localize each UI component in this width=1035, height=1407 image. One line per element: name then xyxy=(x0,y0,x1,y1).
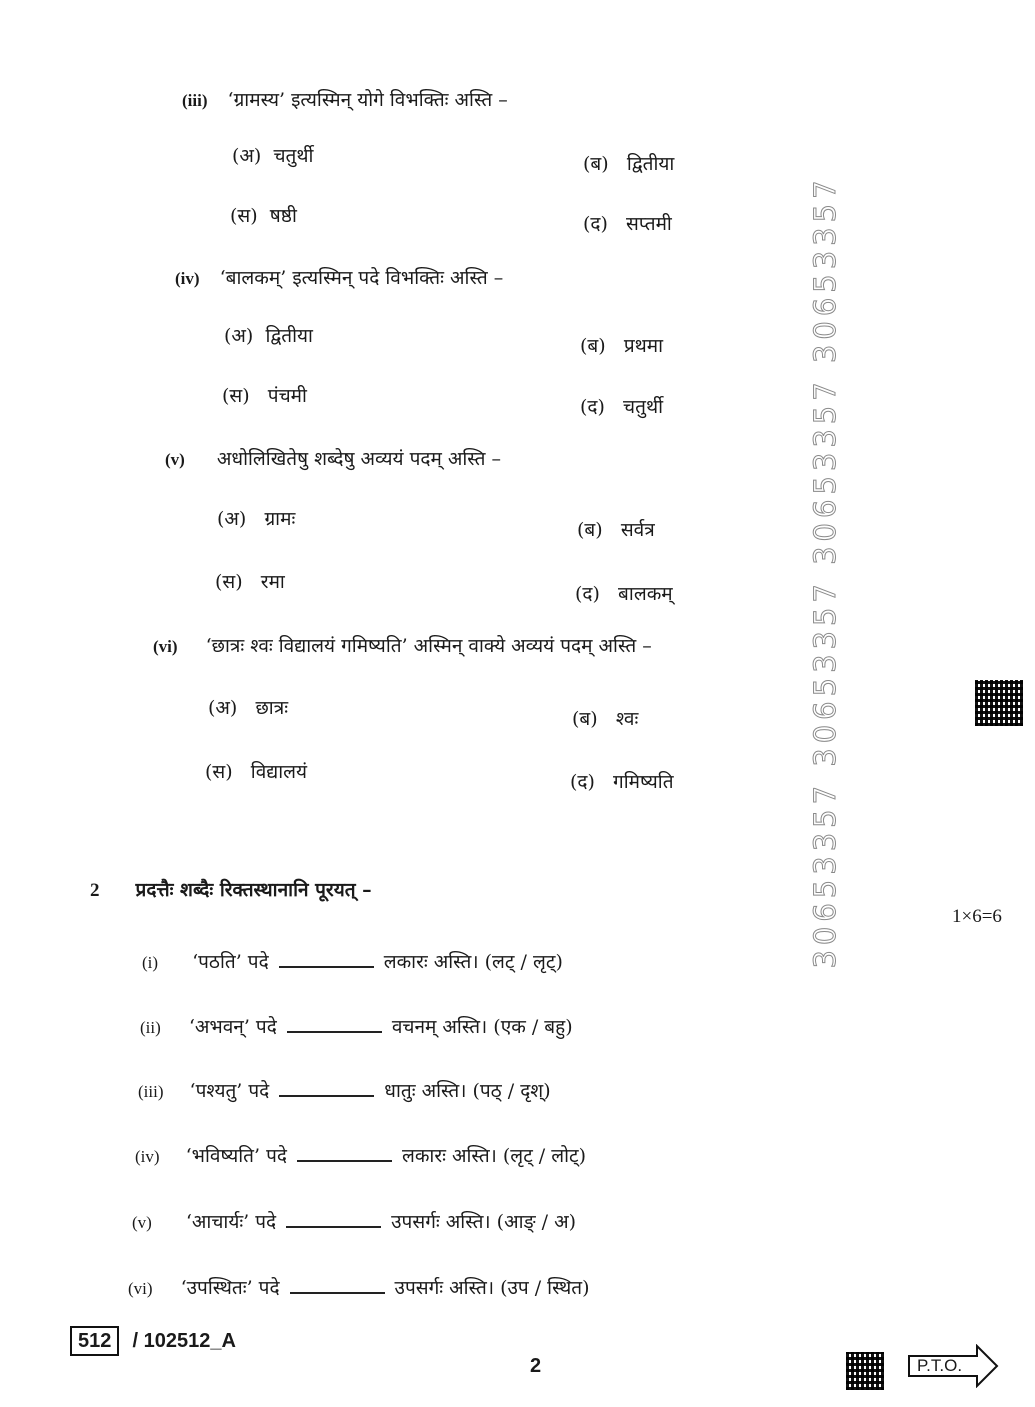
option-label: (ब) xyxy=(572,708,598,730)
item-post: लकारः अस्ति। (लृट् / लोट्) xyxy=(401,1145,587,1167)
option-c xyxy=(230,202,297,228)
security-watermark: 30653357 30653357 30653357 30653357 xyxy=(808,175,842,969)
item-number: (ii) xyxy=(140,1018,161,1037)
option-b xyxy=(577,516,655,542)
option-label: (ब) xyxy=(583,153,609,175)
question-2-header xyxy=(90,876,372,902)
question-vi xyxy=(153,632,652,658)
fill-item-iii xyxy=(138,1077,551,1103)
option-text: द्वितीया xyxy=(626,153,675,175)
item-number: (v) xyxy=(132,1213,152,1232)
option-a xyxy=(217,505,295,531)
blank-line xyxy=(286,1225,381,1228)
question-text: अधोलिखितेषु शब्देषु अव्ययं पदम् अस्ति – xyxy=(216,448,502,470)
option-text: छात्रः xyxy=(255,697,289,719)
option-d xyxy=(575,580,673,606)
option-label: (अ) xyxy=(217,508,247,530)
paper-box-code: 512 xyxy=(70,1326,119,1356)
option-label: (अ) xyxy=(232,145,262,167)
option-text: श्वः xyxy=(615,708,639,730)
fill-item-ii xyxy=(140,1013,573,1039)
page-number: 2 xyxy=(530,1355,542,1377)
option-a xyxy=(208,694,288,720)
option-d xyxy=(580,393,663,419)
item-pre: ‘उपस्थितः’ पदे xyxy=(180,1277,280,1299)
blank-line xyxy=(279,965,374,968)
option-text: सर्वत्र xyxy=(620,519,655,541)
option-label: (स) xyxy=(222,385,250,407)
item-number: (iii) xyxy=(138,1082,164,1101)
option-text: सप्तमी xyxy=(626,213,672,235)
option-d xyxy=(583,210,672,236)
option-text: द्वितीया xyxy=(265,325,313,347)
option-text: षष्ठी xyxy=(269,205,297,227)
question-number: (iii) xyxy=(182,91,208,110)
blank-line xyxy=(297,1159,392,1162)
item-pre: ‘पश्यतु’ पदे xyxy=(189,1080,270,1102)
option-label: (अ) xyxy=(208,697,238,719)
fill-item-i xyxy=(142,948,563,974)
option-text: पंचमी xyxy=(267,385,307,407)
option-b xyxy=(572,705,638,731)
option-label: (ब) xyxy=(577,519,603,541)
question-number: (v) xyxy=(165,450,185,469)
blank-line xyxy=(279,1094,374,1097)
item-post: लकारः अस्ति। (लट् / लृट्) xyxy=(383,951,563,973)
option-label: (ब) xyxy=(580,335,606,357)
option-label: (अ) xyxy=(224,325,254,347)
question-number: (vi) xyxy=(153,637,178,656)
option-text: विद्यालयं xyxy=(250,761,308,783)
option-label: (स) xyxy=(230,205,258,227)
option-text: गमिष्यति xyxy=(613,771,674,793)
fill-item-v xyxy=(132,1208,576,1234)
option-c xyxy=(215,568,285,594)
item-number: (vi) xyxy=(128,1279,153,1298)
blank-line xyxy=(290,1291,385,1294)
item-pre: ‘अभवन्’ पदे xyxy=(188,1016,277,1038)
fill-item-vi xyxy=(128,1274,589,1300)
option-b xyxy=(583,150,674,176)
item-post: वचनम् अस्ति। (एक / बहु) xyxy=(391,1016,573,1038)
option-label: (स) xyxy=(205,761,233,783)
item-pre: ‘भविष्यति’ पदे xyxy=(185,1145,287,1167)
option-text: रमा xyxy=(260,571,285,593)
question-text: ‘बालकम्’ इत्यस्मिन् पदे विभक्तिः अस्ति – xyxy=(219,267,504,289)
option-d xyxy=(570,768,674,794)
item-post: धातुः अस्ति। (पठ् / दृश्) xyxy=(384,1080,551,1102)
option-b xyxy=(580,332,663,358)
item-pre: ‘पठति’ पदे xyxy=(192,951,269,973)
option-a xyxy=(232,142,313,168)
item-number: (iv) xyxy=(135,1147,160,1166)
question-text: प्रदत्तैः शब्दैः रिक्तस्थानानि पूरयत् – xyxy=(135,879,372,901)
fill-item-iv xyxy=(135,1142,586,1168)
blank-line xyxy=(287,1030,382,1033)
option-text: प्रथमा xyxy=(623,335,664,357)
question-v xyxy=(165,445,501,471)
paper-code: / 102512_A xyxy=(132,1330,236,1352)
qr-code-icon xyxy=(846,1352,884,1390)
option-text: बालकम् xyxy=(618,583,673,605)
marks: 1×6=6 xyxy=(952,906,1002,927)
option-a xyxy=(224,322,313,348)
option-label: (द) xyxy=(583,213,608,235)
qr-code-icon xyxy=(975,680,1023,726)
option-label: (स) xyxy=(215,571,243,593)
question-text: ‘छात्रः श्वः विद्यालयं गमिष्यति’ अस्मिन् वाक्ये अव्ययं पदम् अस्ति – xyxy=(205,635,652,657)
footer-code xyxy=(70,1330,236,1353)
option-text: चतुर्थी xyxy=(623,396,664,418)
option-label: (द) xyxy=(575,583,600,605)
option-text: ग्रामः xyxy=(264,508,296,530)
option-label: (द) xyxy=(570,771,595,793)
option-label: (द) xyxy=(580,396,605,418)
option-text: चतुर्थी xyxy=(273,145,314,167)
pto-text: P.T.O. xyxy=(917,1356,963,1375)
option-c xyxy=(222,382,307,408)
question-iii xyxy=(182,86,508,112)
question-number: 2 xyxy=(90,880,100,901)
item-post: उपसर्गः अस्ति। (आङ् / अ) xyxy=(391,1211,577,1233)
pto-arrow xyxy=(907,1344,997,1384)
question-text: ‘ग्रामस्य’ इत्यस्मिन् योगे विभक्तिः अस्ति – xyxy=(227,89,508,111)
question-number: (iv) xyxy=(175,269,200,288)
item-number: (i) xyxy=(142,953,159,972)
option-c xyxy=(205,758,307,784)
item-pre: ‘आचार्यः’ पदे xyxy=(185,1211,277,1233)
question-iv xyxy=(175,264,503,290)
item-post: उपसर्गः अस्ति। (उप / स्थित) xyxy=(394,1277,590,1299)
